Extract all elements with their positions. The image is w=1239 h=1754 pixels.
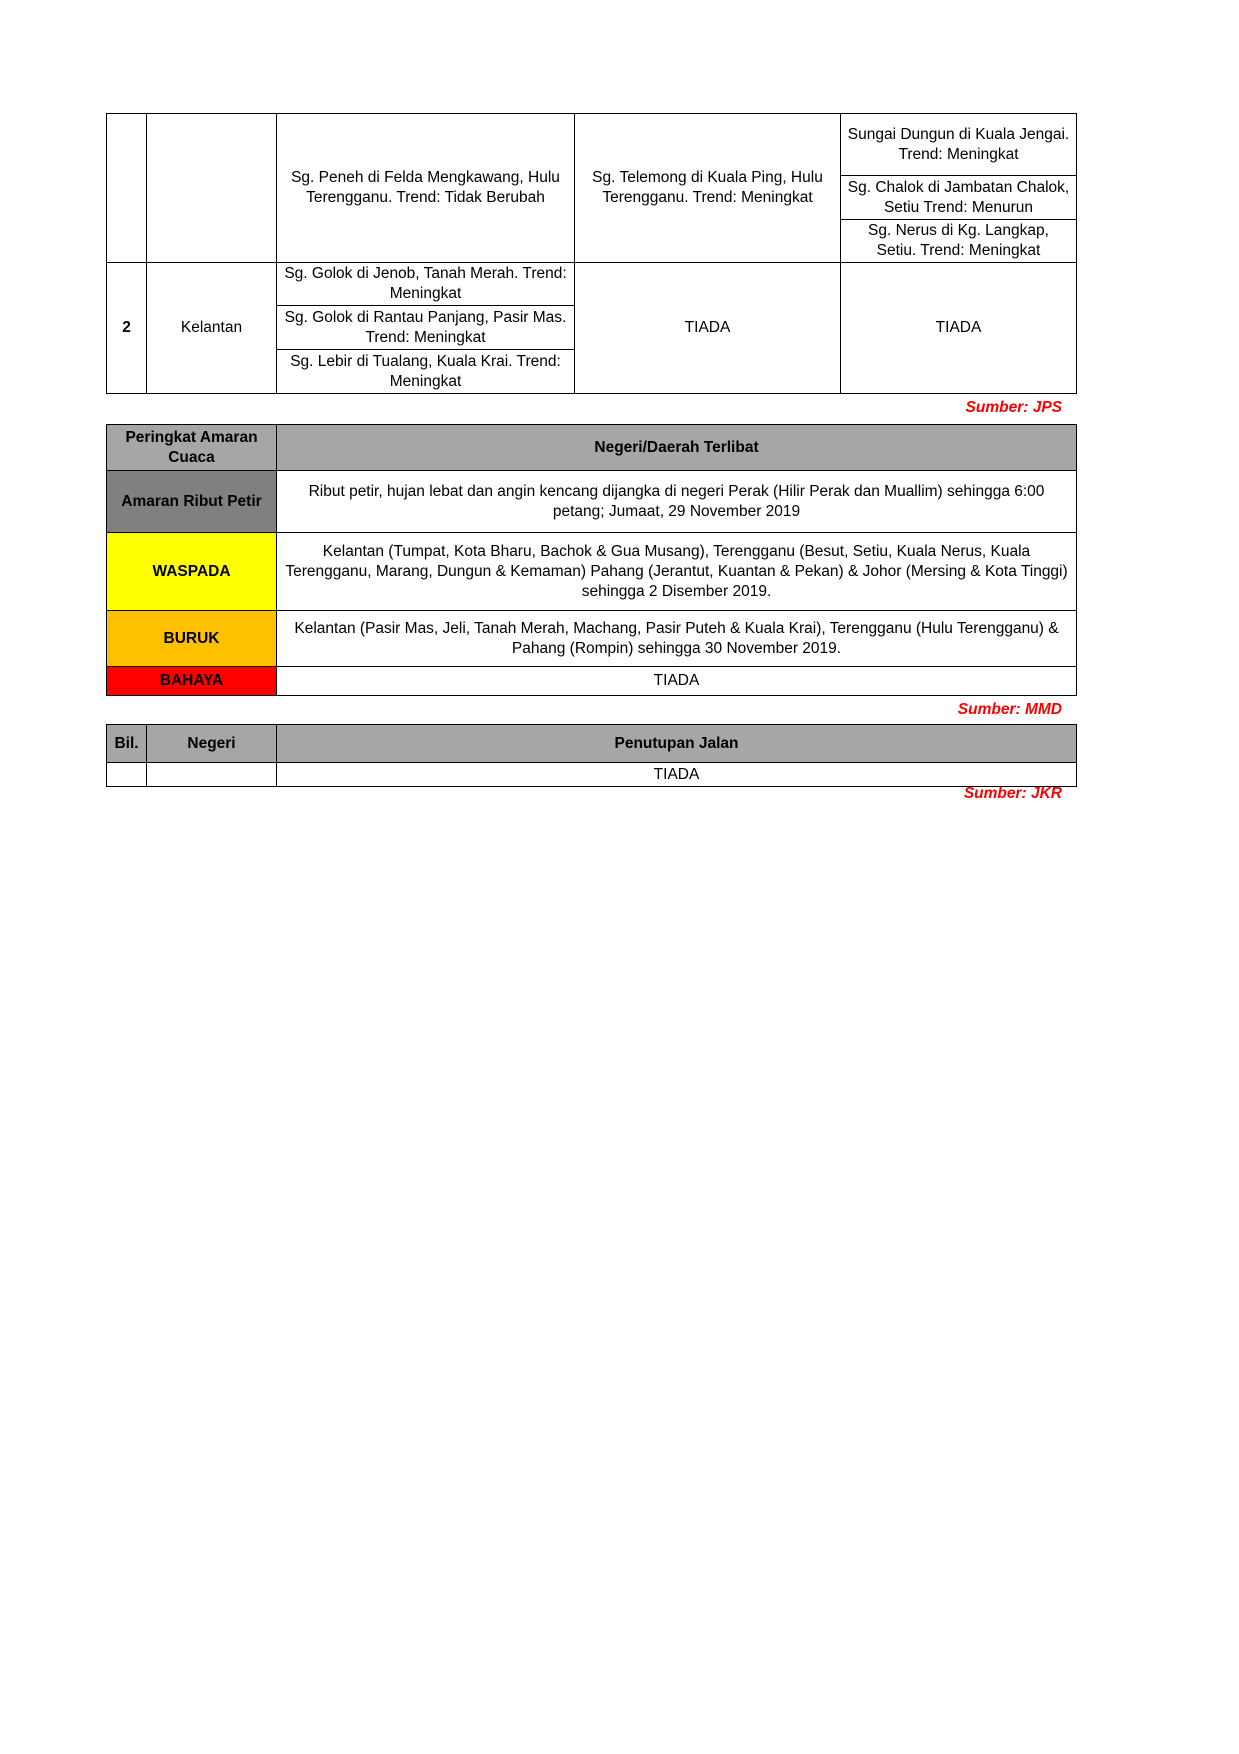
- river-station-cell: Sg. Golok di Jenob, Tanah Merah. Trend: Meningkat: [277, 263, 575, 306]
- river-station-cell: Sg. Peneh di Felda Mengkawang, Hulu Terengganu. Trend: Tidak Berubah: [277, 114, 575, 263]
- warning-region-cell: Ribut petir, hujan lebat dan angin kencang dijangka di negeri Perak (Hilir Perak dan Muallim) sehingga 6:00 petang; Jumaat, 29 November 2019: [277, 471, 1077, 533]
- road-closure-cell: TIADA: [277, 763, 1077, 787]
- warning-level-header: Peringkat Amaran Cuaca: [107, 425, 277, 471]
- table-row: [107, 611, 1077, 667]
- river-station-cell: Sg. Lebir di Tualang, Kuala Krai. Trend: Meningkat: [277, 350, 575, 394]
- source-label: Sumber: JPS: [965, 399, 1062, 416]
- region-header: Negeri/Daerah Terlibat: [277, 425, 1077, 471]
- bil-cell: 2: [107, 263, 147, 394]
- weather-warning-table: [106, 424, 1077, 696]
- table-row: [107, 114, 1077, 176]
- river-station-cell: Sg. Chalok di Jambatan Chalok, Setiu Trend: Menurun: [841, 176, 1077, 220]
- river-station-cell: Sg. Telemong di Kuala Ping, Hulu Terengganu. Trend: Meningkat: [575, 114, 841, 263]
- warning-level-bahaya: BAHAYA: [107, 667, 277, 696]
- table-row: [107, 667, 1077, 696]
- warning-region-cell: Kelantan (Pasir Mas, Jeli, Tanah Merah, Machang, Pasir Puteh & Kuala Krai), Terengganu (Hulu Terengganu) & Pahang (Rompin) sehingga 30 November 2019.: [277, 611, 1077, 667]
- warning-region-cell: TIADA: [277, 667, 1077, 696]
- river-station-cell: TIADA: [841, 263, 1077, 394]
- bil-header: Bil.: [107, 725, 147, 763]
- river-station-cell: Sungai Dungun di Kuala Jengai. Trend: Meningkat: [841, 114, 1077, 176]
- source-label: Sumber: JKR: [963, 785, 1062, 802]
- warning-level-buruk: BURUK: [107, 611, 277, 667]
- table-row: [107, 533, 1077, 611]
- table-header-row: [107, 425, 1077, 471]
- table-header-row: [107, 725, 1077, 763]
- table-row: [107, 471, 1077, 533]
- river-station-cell: TIADA: [575, 263, 841, 394]
- negeri-cell: [147, 763, 277, 787]
- river-station-cell: Sg. Golok di Rantau Panjang, Pasir Mas. Trend: Meningkat: [277, 306, 575, 350]
- table-row: [107, 763, 1077, 787]
- negeri-header: Negeri: [147, 725, 277, 763]
- river-level-table: [106, 113, 1077, 394]
- bil-cell: [107, 763, 147, 787]
- bil-cell: [107, 114, 147, 263]
- negeri-cell: Kelantan: [147, 263, 277, 394]
- warning-region-cell: Kelantan (Tumpat, Kota Bharu, Bachok & Gua Musang), Terengganu (Besut, Setiu, Kuala Nerus, Kuala Terengganu, Marang, Dungun & Kemaman) Pahang (Jerantut, Kuantan & Pekan) & Johor (Mersing & Kota Tinggi) sehingga 2 Disember 2019.: [277, 533, 1077, 611]
- road-closure-table: [106, 724, 1077, 787]
- negeri-cell: [147, 114, 277, 263]
- river-station-cell: Sg. Nerus di Kg. Langkap, Setiu. Trend: Meningkat: [841, 220, 1077, 263]
- source-label: Sumber: MMD: [957, 701, 1062, 718]
- warning-level-thunderstorm: Amaran Ribut Petir: [107, 471, 277, 533]
- warning-level-waspada: WASPADA: [107, 533, 277, 611]
- table-row: [107, 263, 1077, 306]
- road-closure-header: Penutupan Jalan: [277, 725, 1077, 763]
